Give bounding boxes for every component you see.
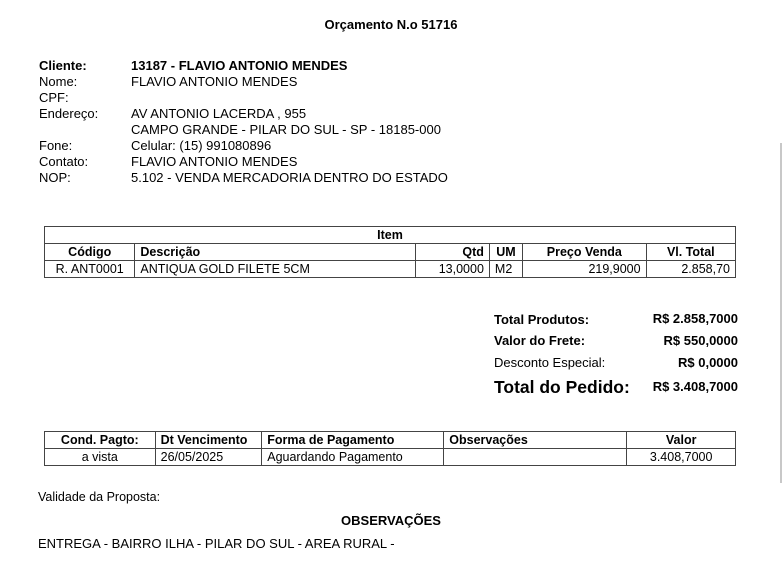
fone-label: Fone: <box>39 138 73 153</box>
contato-label: Contato: <box>39 154 89 169</box>
endereco-line2: CAMPO GRANDE - PILAR DO SUL - SP - 18185-000 <box>131 122 441 137</box>
header-total: Vl. Total <box>646 244 735 261</box>
nop-value: 5.102 - VENDA MERCADORIA DENTRO DO ESTADO <box>131 170 448 185</box>
table-row <box>45 449 736 466</box>
pay-valor: 3.408,7000 <box>627 449 736 466</box>
endereco-label: Endereço: <box>39 106 99 121</box>
cpf-label: CPF: <box>39 90 69 105</box>
pay-obs <box>444 449 627 466</box>
observacoes-title: OBSERVAÇÕES <box>341 513 441 528</box>
header-valor: Valor <box>627 432 736 449</box>
item-um: M2 <box>489 261 522 278</box>
header-qtd: Qtd <box>415 244 489 261</box>
items-caption: Item <box>45 227 736 244</box>
header-forma-pagamento: Forma de Pagamento <box>262 432 444 449</box>
document-title: Orçamento N.o 51716 <box>324 17 458 32</box>
item-total: 2.858,70 <box>646 261 735 278</box>
item-codigo: R. ANT0001 <box>45 261 135 278</box>
item-preco: 219,9000 <box>523 261 647 278</box>
pay-venc: 26/05/2025 <box>155 449 262 466</box>
table-row <box>45 261 736 278</box>
total-produtos-label: Total Produtos: <box>494 312 590 327</box>
pay-cond: a vista <box>45 449 156 466</box>
header-cond-pagto: Cond. Pagto: <box>45 432 156 449</box>
header-um: UM <box>489 244 522 261</box>
header-dt-vencimento: Dt Vencimento <box>155 432 262 449</box>
cliente-value: 13187 - FLAVIO ANTONIO MENDES <box>131 58 348 73</box>
item-qtd: 13,0000 <box>415 261 489 278</box>
total-pedido-label: Total do Pedido: <box>494 377 630 397</box>
header-preco: Preço Venda <box>523 244 647 261</box>
total-pedido-value: R$ 3.408,7000 <box>652 379 738 394</box>
nome-value: FLAVIO ANTONIO MENDES <box>131 74 298 89</box>
total-produtos-value: R$ 2.858,7000 <box>652 311 738 326</box>
header-codigo: Código <box>45 244 135 261</box>
valor-frete-value: R$ 550,0000 <box>663 333 738 348</box>
validade-label: Validade da Proposta: <box>38 490 161 504</box>
cliente-label: Cliente: <box>39 58 87 73</box>
header-observacoes: Observações <box>444 432 627 449</box>
items-table <box>44 226 736 278</box>
pay-forma: Aguardando Pagamento <box>262 449 444 466</box>
header-descricao: Descrição <box>135 244 415 261</box>
contato-value: FLAVIO ANTONIO MENDES <box>131 154 298 169</box>
payment-table <box>44 431 736 466</box>
desconto-label: Desconto Especial: <box>494 355 606 370</box>
observacoes-text: ENTREGA - BAIRRO ILHA - PILAR DO SUL - AREA RURAL - <box>38 536 395 551</box>
nop-label: NOP: <box>39 170 71 185</box>
endereco-line1: AV ANTONIO LACERDA , 955 <box>131 106 307 121</box>
fone-value: Celular: (15) 991080896 <box>131 138 272 153</box>
nome-label: Nome: <box>39 74 78 89</box>
valor-frete-label: Valor do Frete: <box>494 333 586 348</box>
desconto-value: R$ 0,0000 <box>678 355 738 370</box>
item-descricao: ANTIQUA GOLD FILETE 5CM <box>135 261 415 278</box>
